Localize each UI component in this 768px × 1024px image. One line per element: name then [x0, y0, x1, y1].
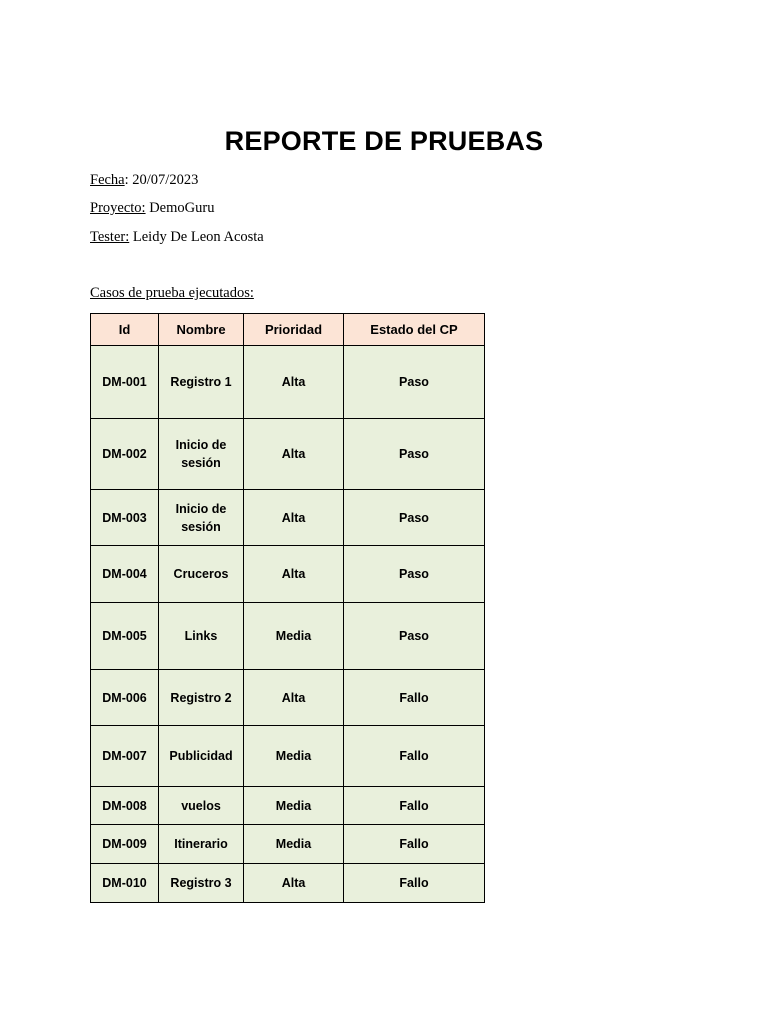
- cell-id: DM-006: [91, 670, 159, 726]
- cell-id: DM-003: [91, 490, 159, 546]
- cell-nombre: Registro 3: [159, 864, 244, 903]
- cell-id: DM-008: [91, 787, 159, 825]
- fecha-value: : 20/07/2023: [124, 172, 199, 188]
- cell-prioridad: Alta: [244, 670, 344, 726]
- cell-nombre: vuelos: [159, 787, 244, 825]
- tester-label: Tester:: [90, 229, 130, 245]
- header-estado: Estado del CP: [344, 314, 485, 346]
- proyecto-label: Proyecto:: [90, 200, 146, 216]
- cell-nombre: Registro 1: [159, 346, 244, 419]
- cell-prioridad: Alta: [244, 864, 344, 903]
- cell-prioridad: Media: [244, 787, 344, 825]
- cell-prioridad: Alta: [244, 546, 344, 603]
- proyecto-value: DemoGuru: [145, 200, 215, 216]
- cell-estado: Fallo: [344, 864, 485, 903]
- table-row: [91, 419, 485, 490]
- table-header-row: [91, 314, 485, 346]
- tester-value: Leidy De Leon Acosta: [129, 229, 264, 245]
- cell-estado: Paso: [344, 546, 485, 603]
- table-row: [91, 787, 485, 825]
- cell-id: DM-007: [91, 726, 159, 787]
- cell-prioridad: Media: [244, 726, 344, 787]
- cell-id: DM-004: [91, 546, 159, 603]
- table-row: [91, 603, 485, 670]
- cell-estado: Paso: [344, 419, 485, 490]
- header-nombre: Nombre: [159, 314, 244, 346]
- table-row: [91, 670, 485, 726]
- header-id: Id: [91, 314, 159, 346]
- cell-estado: Fallo: [344, 726, 485, 787]
- cell-id: DM-010: [91, 864, 159, 903]
- cell-nombre: Itinerario: [159, 825, 244, 864]
- fecha-line: [90, 171, 198, 189]
- cell-nombre: Links: [159, 603, 244, 670]
- cell-id: DM-001: [91, 346, 159, 419]
- table-row: [91, 726, 485, 787]
- table-row: [91, 346, 485, 419]
- cell-nombre: Inicio de sesión: [159, 419, 244, 490]
- header-prioridad: Prioridad: [244, 314, 344, 346]
- cell-prioridad: Alta: [244, 419, 344, 490]
- cell-prioridad: Alta: [244, 346, 344, 419]
- cell-nombre: Publicidad: [159, 726, 244, 787]
- cell-prioridad: Media: [244, 603, 344, 670]
- section-label: Casos de prueba ejecutados:: [90, 285, 254, 301]
- cell-id: DM-002: [91, 419, 159, 490]
- cell-nombre: Inicio de sesión: [159, 490, 244, 546]
- table-row: [91, 825, 485, 864]
- cell-estado: Paso: [344, 603, 485, 670]
- cell-estado: Fallo: [344, 825, 485, 864]
- cell-estado: Paso: [344, 346, 485, 419]
- tester-line: [90, 228, 264, 246]
- cell-estado: Fallo: [344, 670, 485, 726]
- cell-prioridad: Media: [244, 825, 344, 864]
- cell-nombre: Registro 2: [159, 670, 244, 726]
- page-title: REPORTE DE PRUEBAS: [224, 126, 544, 156]
- cell-estado: Fallo: [344, 787, 485, 825]
- table-row: [91, 490, 485, 546]
- test-cases-table: [90, 313, 485, 903]
- fecha-label: Fecha: [90, 172, 125, 188]
- cell-nombre: Cruceros: [159, 546, 244, 603]
- cell-id: DM-009: [91, 825, 159, 864]
- cell-prioridad: Alta: [244, 490, 344, 546]
- cell-estado: Paso: [344, 490, 485, 546]
- table-row: [91, 546, 485, 603]
- table-row: [91, 864, 485, 903]
- cell-id: DM-005: [91, 603, 159, 670]
- proyecto-line: [90, 199, 214, 217]
